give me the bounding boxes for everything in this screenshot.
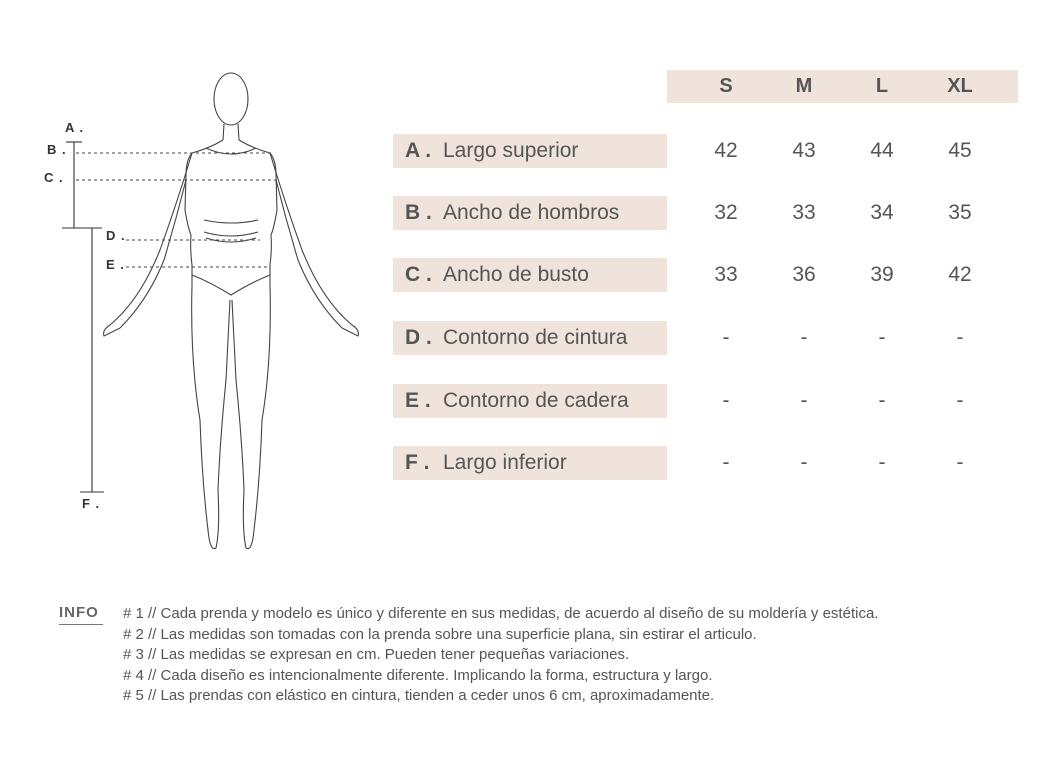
table-cell: 32 [714,201,738,224]
mannequin-illustration [40,60,380,560]
table-cell: 39 [870,263,894,286]
table-cell: 35 [948,201,972,224]
row-letter: B . [405,201,432,224]
row-label-e [393,384,667,418]
size-l: L [875,75,889,97]
table-cell: - [956,451,964,474]
table-cell: 42 [948,263,972,286]
figure-marker-b: B . [47,142,67,157]
row-letter: C . [405,263,432,286]
row-label-f [393,446,667,480]
row-name: Ancho de busto [443,263,589,286]
table-cell: 42 [714,139,738,162]
table-cell: 43 [792,139,816,162]
info-note: # 2 // Las medidas son tomadas con la prenda sobre una superficie plana, sin estirar el articulo. [123,625,757,643]
info-note: # 4 // Cada diseño es intencionalmente diferente. Implicando la forma, estructura y largo. [123,666,713,684]
row-name: Ancho de hombros [443,201,620,224]
table-cell: - [722,389,730,412]
table-cell: 44 [870,139,894,162]
info-title: INFO [59,604,99,621]
figure-marker-c: C . [44,170,64,185]
info-note: # 3 // Las medidas se expresan en cm. Pueden tener pequeñas variaciones. [123,646,630,663]
table-cell: 45 [948,139,972,162]
figure-marker-f: F . [82,496,101,511]
table-cell: - [722,326,730,349]
figure-marker-d: D . [106,228,126,243]
row-name: Largo inferior [443,451,567,474]
row-letter: A . [405,139,432,162]
table-cell: - [878,389,886,412]
table-cell: 33 [792,201,816,224]
info-note: # 5 // Las prendas con elástico en cintura, tienden a ceder unos 6 cm, aproximadamente. [123,687,715,704]
info-note: # 1 // Cada prenda y modelo es único y diferente en sus medidas, de acuerdo al diseño de su moldería y estética. [123,605,879,622]
row-name: Contorno de cintura [443,326,628,349]
measurement-scale [62,142,104,492]
mannequin-figure [40,60,380,560]
table-cell: - [956,389,964,412]
table-cell: - [800,389,808,412]
info-notes [123,604,1023,707]
table-cell: - [878,326,886,349]
table-cell: - [800,451,808,474]
mannequin-outline [104,73,359,549]
row-label-c [393,258,667,292]
figure-marker-a: A . [65,120,85,135]
table-cell: - [800,326,808,349]
row-label-a [393,134,667,168]
measurement-guides [76,153,276,267]
table-cell: - [722,451,730,474]
row-name: Largo superior [443,139,579,162]
size-header [667,70,1018,103]
row-letter: D . [405,326,432,349]
row-label-b [393,196,667,230]
figure-marker-e: E . [106,257,125,272]
size-s: S [719,75,733,97]
row-label-d [393,321,667,355]
table-cell: 33 [714,263,738,286]
row-letter: E . [405,389,431,412]
info-underline [59,624,103,625]
size-m: M [795,75,813,97]
size-xl: XL [947,75,973,97]
row-name: Contorno de cadera [443,389,629,412]
row-letter: F . [405,451,430,474]
table-cell: 36 [792,263,816,286]
table-cell: - [956,326,964,349]
table-cell: - [878,451,886,474]
table-cell: 34 [870,201,894,224]
